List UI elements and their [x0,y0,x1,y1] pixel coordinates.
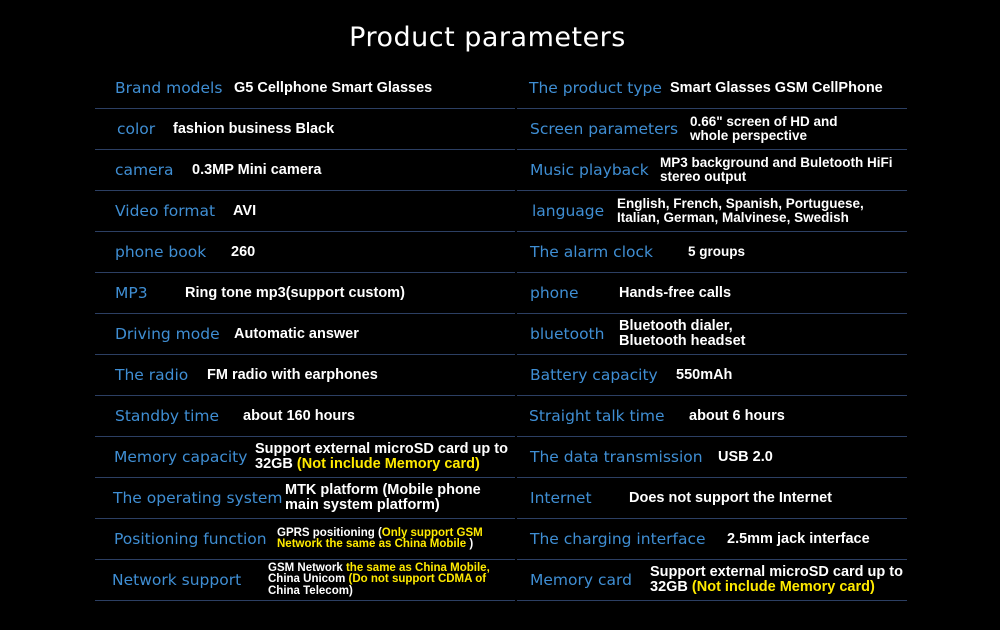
param-row-brand-models [95,68,515,109]
param-value: Smart Glasses GSM CellPhone [670,79,883,96]
param-label: color [117,120,156,138]
param-label: bluetooth [530,325,605,343]
highlight-note: (Do not support CDMA of [348,573,487,586]
highlight-note: Network the same as China Mobile [277,538,467,550]
param-label: The product type [529,79,662,97]
param-label: phone book [115,243,207,261]
param-label: Music playback [530,161,649,179]
param-row-standby-time [95,396,515,437]
param-value: 2.5mm jack interface [727,530,870,547]
param-row-charging-interface [517,519,907,560]
params-right-column [517,68,907,601]
param-value: 550mAh [676,366,733,383]
param-row-positioning-function [95,519,515,560]
param-value-line: MTK platform (Mobile phone [285,482,481,498]
param-value [285,478,481,518]
param-row-mp3 [95,273,515,314]
param-value: 260 [231,243,256,260]
param-row-video-format [95,191,515,232]
param-value: USB 2.0 [718,448,773,465]
param-label: Battery capacity [530,366,658,384]
param-label: Video format [115,202,216,220]
param-label: phone [530,284,579,302]
param-row-network-support [95,560,515,601]
param-value: Does not support the Internet [629,489,832,506]
param-row-alarm-clock [517,232,907,273]
param-value: 0.3MP Mini camera [192,161,322,178]
param-value-line: China Unicom (Do not support CDMA of [268,573,487,586]
param-value [617,191,864,231]
param-value: Hands-free calls [619,284,732,301]
param-label: Memory capacity [114,448,248,466]
param-label: The radio [115,366,189,384]
param-label: Internet [530,489,592,507]
param-value-line: 0.66" screen of HD and [690,114,838,129]
highlight-note: the same as China Mobile, [345,561,490,574]
param-row-driving-mode [95,314,515,355]
param-label: Brand models [115,79,223,97]
param-value-line: 32GB (Not include Memory card) [650,579,875,595]
param-value [277,519,483,559]
param-row-camera [95,150,515,191]
param-value-line: Italian, German, Malvinese, Swedish [617,210,849,225]
param-value: Automatic answer [234,325,359,342]
param-value: AVI [233,202,257,219]
highlight-note: Only support GSM [381,526,483,539]
param-row-phone-book [95,232,515,273]
param-value [255,437,508,477]
param-row-bluetooth [517,314,907,355]
param-value-line: MP3 background and Buletooth HiFi [660,155,893,170]
param-value: about 6 hours [689,407,785,424]
param-value-line: Support external microSD card up to [255,441,508,457]
param-value: G5 Cellphone Smart Glasses [234,79,433,96]
param-row-screen-parameters [517,109,907,150]
param-value [650,560,903,600]
param-value-line: China Telecom) [268,584,353,597]
param-value-line: main system platform) [285,497,440,513]
param-label: MP3 [115,284,148,302]
param-value-line: Bluetooth dialer, [619,318,733,334]
param-label: Standby time [115,407,220,425]
page-title: Product parameters [349,22,626,53]
params-left-column [95,68,515,601]
param-row-product-type [517,68,907,109]
param-value [619,314,745,354]
param-label: The operating system [113,489,283,507]
param-value: Ring tone mp3(support custom) [185,284,405,301]
param-value: FM radio with earphones [207,366,378,383]
param-value-line: GSM Network the same as China Mobile, [268,561,490,574]
param-value-line: GPRS positioning (Only support GSM [277,526,483,539]
param-value-line: Network the same as China Mobile ) [277,538,474,550]
param-value: 5 groups [688,244,746,259]
param-value-line: Support external microSD card up to [650,564,903,580]
param-row-language [517,191,907,232]
param-row-battery-capacity [517,355,907,396]
param-value [690,109,837,149]
param-value-line: 32GB (Not include Memory card) [255,456,480,472]
param-row-music-playback [517,150,907,191]
param-label: Network support [112,571,242,589]
param-label: The charging interface [530,530,706,548]
param-row-straight-talk-time [517,396,907,437]
param-value [660,150,893,190]
param-label: camera [115,161,174,179]
param-value [268,560,490,600]
highlight-note: (Not include Memory card) [691,579,875,595]
param-label: Straight talk time [529,407,665,425]
param-value-line: English, French, Spanish, Portuguese, [617,196,864,211]
param-label: Driving mode [115,325,220,343]
param-value: about 160 hours [243,407,355,424]
param-row-phone [517,273,907,314]
param-label: The data transmission [530,448,703,466]
param-value-line: Bluetooth headset [619,333,746,349]
highlight-note: (Not include Memory card) [296,456,480,472]
param-row-memory-card [517,560,907,601]
param-label: Memory card [530,571,632,589]
param-label: language [532,202,605,220]
param-row-color [95,109,515,150]
param-label: The alarm clock [530,243,653,261]
param-value: fashion business Black [173,120,335,137]
param-row-radio [95,355,515,396]
param-label: Positioning function [114,530,267,548]
param-value-line: stereo output [660,169,747,184]
param-row-memory-capacity [95,437,515,478]
param-row-data-transmission [517,437,907,478]
param-value-line: whole perspective [690,128,808,143]
param-row-internet [517,478,907,519]
param-row-operating-system [95,478,515,519]
param-label: Screen parameters [530,120,679,138]
